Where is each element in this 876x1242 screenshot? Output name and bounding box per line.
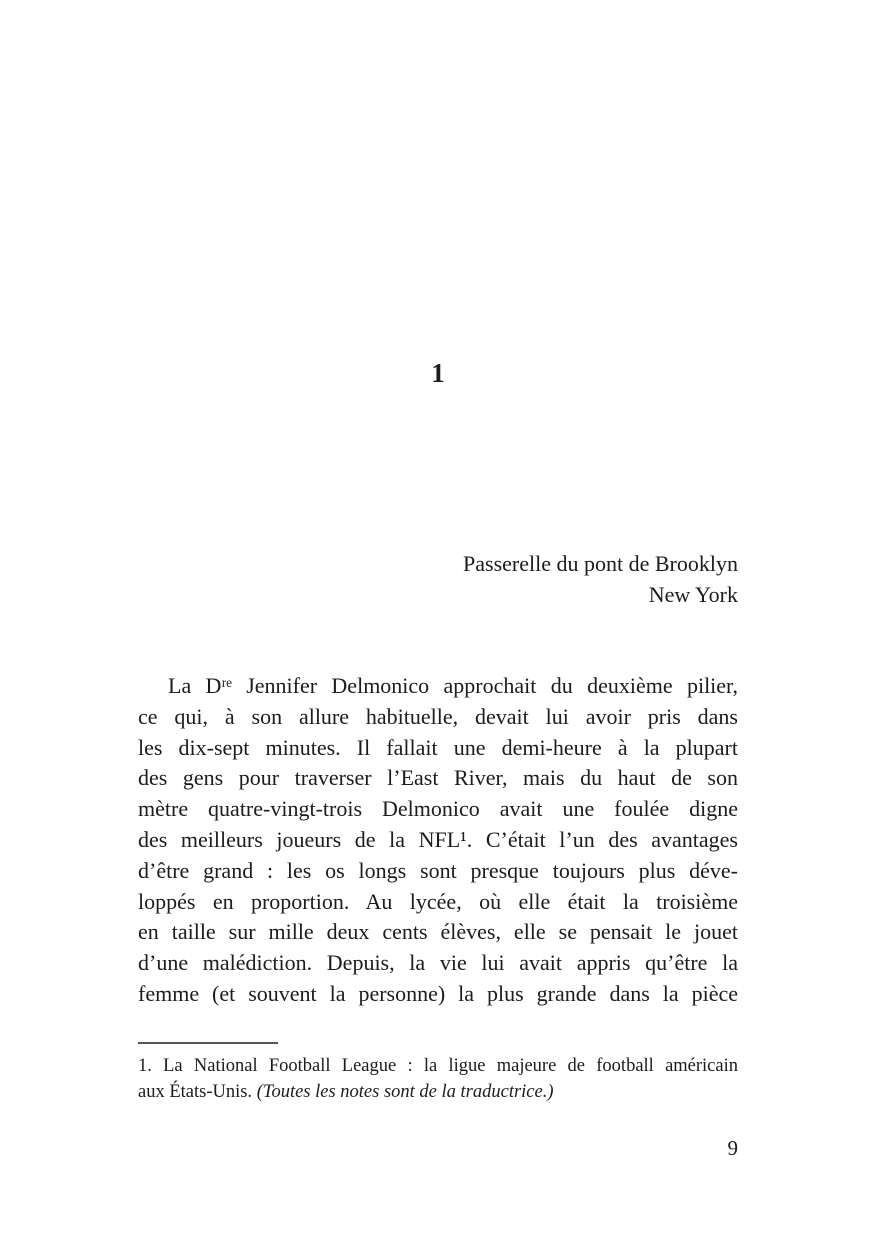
chapter-number: 1 — [431, 358, 445, 388]
body-line: La Dʳᵉ Jennifer Delmonico approchait du deuxième pilier, — [168, 673, 738, 698]
dateline-line-city: New York — [648, 582, 738, 607]
footnote-separator-rule — [138, 1042, 278, 1044]
dateline — [138, 548, 738, 610]
body-line: des meilleurs joueurs de la NFL¹. C’était l’un des avantages — [138, 826, 738, 852]
footnote-line — [138, 1080, 738, 1106]
footnote-text: aux États-Unis. — [138, 1081, 257, 1102]
body-line: loppés en proportion. Au lycée, où elle était la troisième — [138, 888, 738, 914]
dateline-line-location: Passerelle du pont de Brooklyn — [463, 551, 738, 576]
body-line: en taille sur mille deux cents élèves, elle se pensait le jouet — [138, 919, 738, 945]
footnote — [138, 1054, 738, 1105]
body-line: d’une malédiction. Depuis, la vie lui avait appris qu’être la — [138, 950, 738, 976]
footnote-text-italic: (Toutes les notes sont de la traductrice.) — [256, 1081, 554, 1102]
body-line: d’être grand : les os longs sont presque toujours plus déve- — [138, 857, 738, 883]
page-number: 9 — [727, 1136, 738, 1160]
body-paragraph — [138, 671, 738, 1010]
body-line: mètre quatre-vingt-trois Delmonico avait une foulée digne — [138, 796, 738, 822]
body-line: ce qui, à son allure habituelle, devait lui avoir pris dans — [138, 703, 738, 729]
body-line: les dix-sept minutes. Il fallait une demi-heure à la plupart — [138, 734, 738, 760]
footnote-line: 1. La National Football League : la ligue majeure de football américain — [138, 1056, 738, 1076]
body-line: des gens pour traverser l’East River, mais du haut de son — [138, 765, 738, 791]
body-line: femme (et souvent la personne) la plus grande dans la pièce — [138, 980, 738, 1006]
